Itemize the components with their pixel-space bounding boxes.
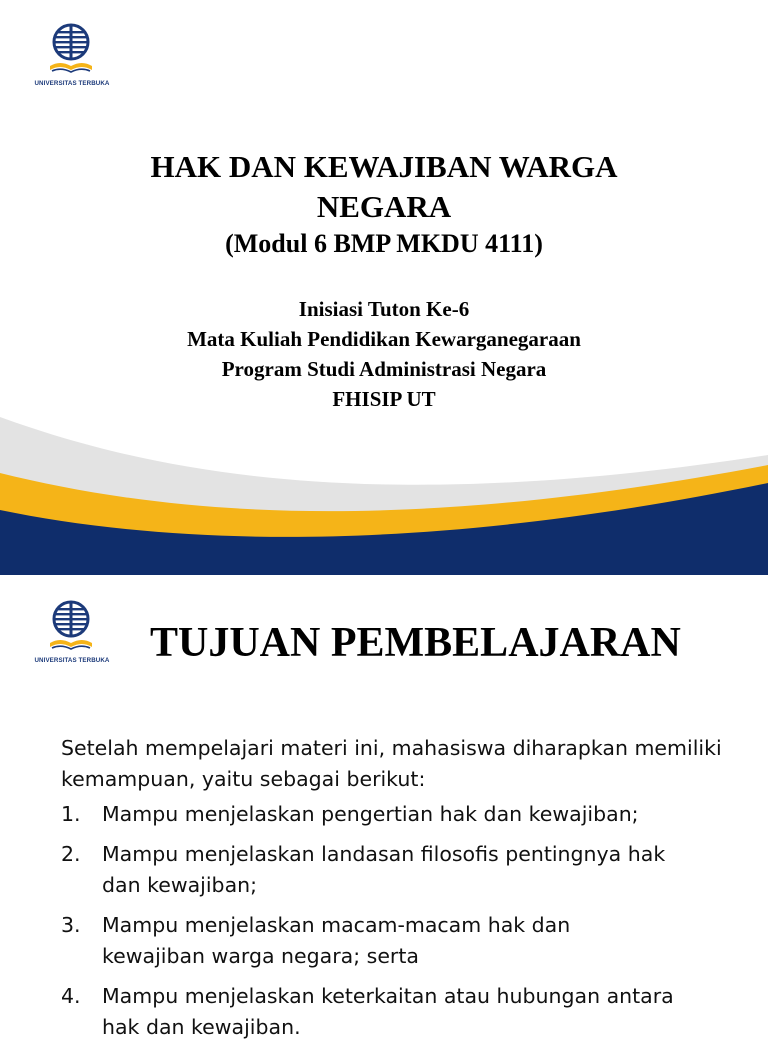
- list-item-number: 1.: [61, 802, 81, 826]
- list-item-number: 4.: [61, 984, 81, 1008]
- cover-title-block: [0, 147, 768, 261]
- list-item: [61, 839, 741, 901]
- list-item-text: Mampu menjelaskan keterkaitan atau hubungan antara hak dan kewajiban.: [102, 984, 674, 1039]
- ut-emblem-icon: [46, 599, 96, 653]
- slide-heading: TUJUAN PEMBELAJARAN: [150, 620, 681, 666]
- list-item-number: 3.: [61, 913, 81, 937]
- list-item-text: Mampu menjelaskan macam-macam hak dan kewajiban warga negara; serta: [102, 913, 571, 968]
- university-name: UNIVERSITAS TERBUKA: [34, 80, 110, 87]
- university-name: UNIVERSITAS TERBUKA: [34, 657, 110, 664]
- decorative-wave: [0, 395, 768, 575]
- list-item: [61, 910, 741, 972]
- info-line-session: Inisiasi Tuton Ke-6: [298, 297, 470, 321]
- university-logo: [26, 22, 118, 92]
- objectives-slide: [0, 575, 768, 1039]
- cover-title: HAK DAN KEWAJIBAN WARGA NEGARA: [150, 149, 618, 224]
- cover-subtitle: (Modul 6 BMP MKDU 4111): [225, 229, 543, 258]
- list-item-text: Mampu menjelaskan landasan filosofis pentingnya hak dan kewajiban;: [102, 842, 666, 897]
- university-logo: [26, 599, 118, 669]
- objectives-body: [61, 733, 741, 1052]
- list-item-number: 2.: [61, 842, 81, 866]
- list-item-text: Mampu menjelaskan pengertian hak dan kewajiban;: [102, 802, 639, 826]
- info-line-faculty: FHISIP UT: [332, 387, 436, 411]
- list-item: [61, 981, 741, 1043]
- list-item: [61, 799, 741, 830]
- info-line-program: Program Studi Administrasi Negara: [221, 357, 547, 381]
- info-line-course: Mata Kuliah Pendidikan Kewarganegaraan: [187, 327, 581, 351]
- objectives-intro: Setelah mempelajari materi ini, mahasiswa diharapkan memiliki kemampuan, yaitu sebagai berikut:: [61, 736, 722, 791]
- ut-emblem-icon: [46, 22, 96, 76]
